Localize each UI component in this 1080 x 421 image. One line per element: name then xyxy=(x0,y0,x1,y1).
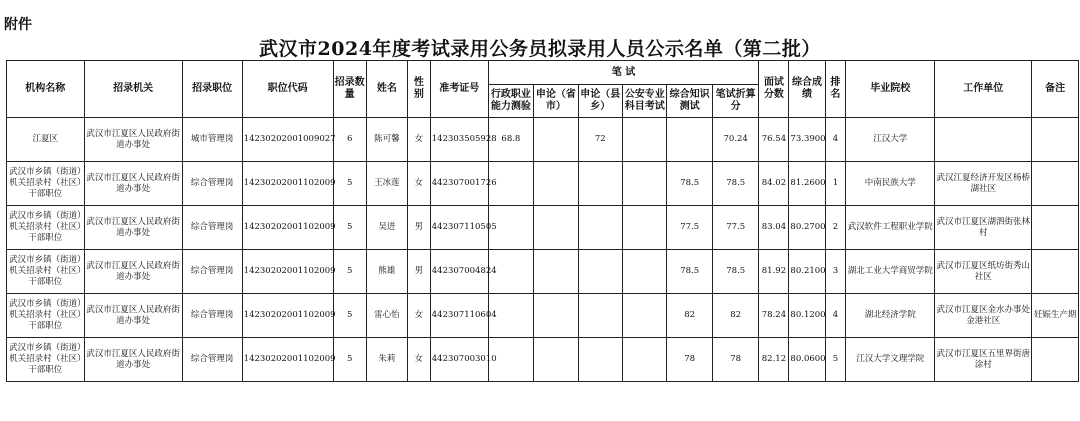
col-position-code: 职位代码 xyxy=(242,61,333,118)
cell-num: 5 xyxy=(333,250,366,294)
cell-org: 江夏区 xyxy=(7,118,85,162)
cell-code: 14230202001009027 xyxy=(242,118,333,162)
cell-total: 80.1200 xyxy=(789,294,825,338)
cell-agency: 武汉市江夏区人民政府街道办事处 xyxy=(84,250,182,294)
cell-zonghe: 82 xyxy=(667,294,712,338)
attachment-label: 附件 xyxy=(4,17,32,33)
col-gongan: 公安专业科目考试 xyxy=(622,85,666,118)
table-row xyxy=(7,294,1079,338)
cell-zonghe: 78.5 xyxy=(667,250,712,294)
col-total: 综合成绩 xyxy=(789,61,825,118)
cell-rank: 1 xyxy=(825,162,846,206)
table-row xyxy=(7,162,1079,206)
cell-interview: 84.02 xyxy=(759,162,789,206)
col-shenlun-sheng: 申论（省市） xyxy=(534,85,578,118)
table-row xyxy=(7,250,1079,294)
cell-position: 城市管理岗 xyxy=(182,118,242,162)
cell-interview: 81.92 xyxy=(759,250,789,294)
cell-zonghe: 78.5 xyxy=(667,162,712,206)
cell-rank: 4 xyxy=(825,118,846,162)
cell-org: 武汉市乡镇（街道）机关招录村（社区）干部职位 xyxy=(7,206,85,250)
col-bishi-zhesuan: 笔试折算分 xyxy=(712,85,759,118)
cell-note xyxy=(1032,162,1079,206)
cell-total: 81.2600 xyxy=(789,162,825,206)
cell-note: 妊娠生产期 xyxy=(1032,294,1079,338)
cell-school: 江汉大学文理学院 xyxy=(846,338,935,382)
cell-note xyxy=(1032,118,1079,162)
cell-code: 14230202001102009 xyxy=(242,338,333,382)
cell-rank: 4 xyxy=(825,294,846,338)
cell-gender: 男 xyxy=(408,250,431,294)
col-school: 毕业院校 xyxy=(846,61,935,118)
cell-zhesuan: 78 xyxy=(712,338,759,382)
candidate-table xyxy=(6,60,1079,382)
document-title: 武汉市2024年度考试录用公务员拟录用人员公示名单（第二批） xyxy=(259,38,821,60)
col-exam-no: 准考证号 xyxy=(430,61,488,118)
cell-school: 湖北工业大学商贸学院 xyxy=(846,250,935,294)
cell-note xyxy=(1032,250,1079,294)
cell-work-unit: 武汉市江夏区湖泗街张林村 xyxy=(935,206,1032,250)
cell-org: 武汉市乡镇（街道）机关招录村（社区）干部职位 xyxy=(7,250,85,294)
cell-interview: 82.12 xyxy=(759,338,789,382)
cell-code: 14230202001102009 xyxy=(242,162,333,206)
cell-shenlun-sheng xyxy=(534,294,578,338)
col-xingzheng: 行政职业能力测验 xyxy=(488,85,533,118)
cell-gender: 女 xyxy=(408,118,431,162)
cell-position: 综合管理岗 xyxy=(182,338,242,382)
cell-shenlun-sheng xyxy=(534,118,578,162)
cell-rank: 3 xyxy=(825,250,846,294)
col-zonghe: 综合知识测试 xyxy=(667,85,712,118)
cell-num: 5 xyxy=(333,162,366,206)
cell-shenlun-sheng xyxy=(534,206,578,250)
cell-school: 中南民族大学 xyxy=(846,162,935,206)
cell-note xyxy=(1032,206,1079,250)
cell-name: 陈可馨 xyxy=(366,118,407,162)
col-rank: 排名 xyxy=(825,61,846,118)
cell-shenlun-sheng xyxy=(534,338,578,382)
cell-total: 80.0600 xyxy=(789,338,825,382)
cell-exam-no: 442307110604 xyxy=(430,294,488,338)
cell-exam-no: 442307003010 xyxy=(430,338,488,382)
col-work-unit: 工作单位 xyxy=(935,61,1032,118)
cell-total: 80.2700 xyxy=(789,206,825,250)
cell-interview: 78.24 xyxy=(759,294,789,338)
cell-shenlun-xiang xyxy=(578,250,622,294)
cell-zhesuan: 82 xyxy=(712,294,759,338)
table-row xyxy=(7,338,1079,382)
cell-zonghe: 78 xyxy=(667,338,712,382)
cell-zhesuan: 70.24 xyxy=(712,118,759,162)
cell-school: 江汉大学 xyxy=(846,118,935,162)
cell-agency: 武汉市江夏区人民政府街道办事处 xyxy=(84,118,182,162)
cell-zonghe: 77.5 xyxy=(667,206,712,250)
cell-gongan xyxy=(622,294,666,338)
cell-num: 5 xyxy=(333,206,366,250)
cell-name: 熊雄 xyxy=(366,250,407,294)
cell-xingzheng: 68.8 xyxy=(488,118,533,162)
cell-interview: 83.04 xyxy=(759,206,789,250)
cell-gender: 女 xyxy=(408,294,431,338)
cell-position: 综合管理岗 xyxy=(182,250,242,294)
col-org-name: 机构名称 xyxy=(7,61,85,118)
cell-agency: 武汉市江夏区人民政府街道办事处 xyxy=(84,294,182,338)
col-group-written: 笔 试 xyxy=(488,61,759,85)
cell-position: 综合管理岗 xyxy=(182,162,242,206)
cell-agency: 武汉市江夏区人民政府街道办事处 xyxy=(84,338,182,382)
cell-code: 14230202001102009 xyxy=(242,294,333,338)
cell-zonghe xyxy=(667,118,712,162)
cell-shenlun-xiang xyxy=(578,206,622,250)
cell-name: 王冰莲 xyxy=(366,162,407,206)
cell-shenlun-xiang: 72 xyxy=(578,118,622,162)
cell-gender: 男 xyxy=(408,206,431,250)
cell-total: 80.2100 xyxy=(789,250,825,294)
cell-position: 综合管理岗 xyxy=(182,294,242,338)
cell-total: 73.3900 xyxy=(789,118,825,162)
cell-org: 武汉市乡镇（街道）机关招录村（社区）干部职位 xyxy=(7,162,85,206)
cell-exam-no: 442307110505 xyxy=(430,206,488,250)
cell-gongan xyxy=(622,206,666,250)
cell-code: 14230202001102009 xyxy=(242,206,333,250)
cell-num: 5 xyxy=(333,338,366,382)
cell-shenlun-xiang xyxy=(578,338,622,382)
cell-gongan xyxy=(622,338,666,382)
cell-exam-no: 442307001726 xyxy=(430,162,488,206)
cell-gongan xyxy=(622,250,666,294)
cell-school: 湖北经济学院 xyxy=(846,294,935,338)
cell-position: 综合管理岗 xyxy=(182,206,242,250)
col-interview: 面试分数 xyxy=(759,61,789,118)
col-recruit-num: 招录数量 xyxy=(333,61,366,118)
cell-name: 朱莉 xyxy=(366,338,407,382)
cell-work-unit: 武汉市江夏区五里界街唐涂村 xyxy=(935,338,1032,382)
col-position: 招录职位 xyxy=(182,61,242,118)
cell-work-unit: 武汉江夏经济开发区杨桥湖社区 xyxy=(935,162,1032,206)
cell-interview: 76.54 xyxy=(759,118,789,162)
cell-code: 14230202001102009 xyxy=(242,250,333,294)
col-note: 备注 xyxy=(1032,61,1079,118)
cell-rank: 5 xyxy=(825,338,846,382)
cell-gongan xyxy=(622,162,666,206)
cell-name: 吴进 xyxy=(366,206,407,250)
cell-org: 武汉市乡镇（街道）机关招录村（社区）干部职位 xyxy=(7,338,85,382)
cell-zhesuan: 77.5 xyxy=(712,206,759,250)
cell-agency: 武汉市江夏区人民政府街道办事处 xyxy=(84,162,182,206)
cell-work-unit: 武汉市江夏区金水办事处金港社区 xyxy=(935,294,1032,338)
cell-org: 武汉市乡镇（街道）机关招录村（社区）干部职位 xyxy=(7,294,85,338)
cell-shenlun-sheng xyxy=(534,250,578,294)
cell-num: 6 xyxy=(333,118,366,162)
cell-school: 武汉软件工程职业学院 xyxy=(846,206,935,250)
cell-zhesuan: 78.5 xyxy=(712,250,759,294)
cell-shenlun-xiang xyxy=(578,294,622,338)
col-name: 姓名 xyxy=(366,61,407,118)
col-gender: 性别 xyxy=(408,61,431,118)
table-row xyxy=(7,206,1079,250)
cell-num: 5 xyxy=(333,294,366,338)
cell-name: 雷心怡 xyxy=(366,294,407,338)
cell-note xyxy=(1032,338,1079,382)
col-recruit-agency: 招录机关 xyxy=(84,61,182,118)
cell-rank: 2 xyxy=(825,206,846,250)
cell-shenlun-sheng xyxy=(534,162,578,206)
cell-exam-no: 142303505928 xyxy=(430,118,488,162)
cell-zhesuan: 78.5 xyxy=(712,162,759,206)
cell-work-unit xyxy=(935,118,1032,162)
cell-gender: 女 xyxy=(408,162,431,206)
cell-gongan xyxy=(622,118,666,162)
table-row xyxy=(7,118,1079,162)
col-shenlun-xiang: 申论（县乡） xyxy=(578,85,622,118)
cell-work-unit: 武汉市江夏区纸坊街秀山社区 xyxy=(935,250,1032,294)
cell-gender: 女 xyxy=(408,338,431,382)
cell-exam-no: 442307004824 xyxy=(430,250,488,294)
cell-agency: 武汉市江夏区人民政府街道办事处 xyxy=(84,206,182,250)
cell-shenlun-xiang xyxy=(578,162,622,206)
